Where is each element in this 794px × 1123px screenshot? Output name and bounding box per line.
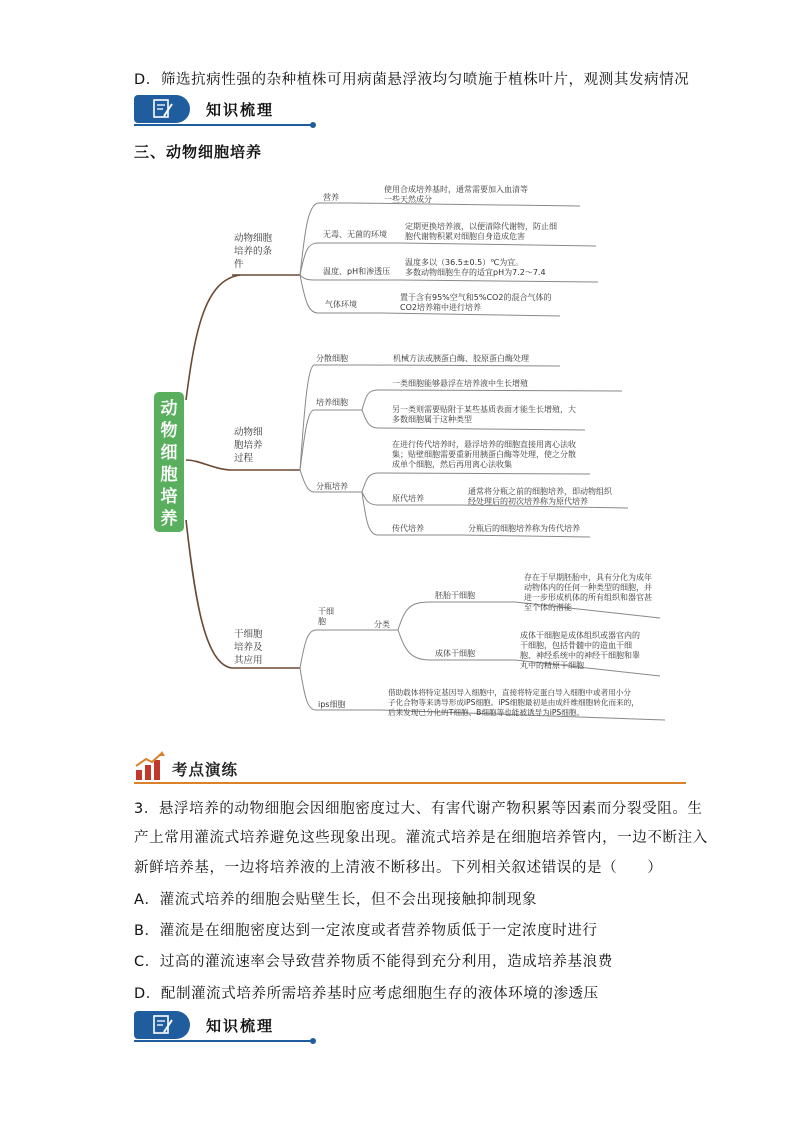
- node-gas-desc: 置于含有95%空气和5%CO2的混合气体的 CO2培养箱中进行培养: [400, 293, 552, 312]
- question-line1: 3．悬浮培养的动物细胞会因细胞密度过大、有害代谢产物积累等因素而分裂受阻。生: [134, 801, 703, 817]
- banner-label: 知识梳理: [206, 101, 275, 119]
- option-c: C．过高的灌流速率会导致营养物质不能得到充分利用，造成培养基浪费: [134, 954, 613, 970]
- node-sterile-desc: 定期更换培养液，以便清除代谢物，防止细 胞代谢物积累对细胞自身造成危害: [405, 222, 557, 241]
- node-stemcell: 干细 胞: [318, 607, 334, 626]
- branch-conditions: 动物细胞 培养的条 件: [234, 233, 273, 270]
- node-nutrition-desc: 使用合成培养基时，通常需要加入血清等 一些天然成分: [384, 185, 528, 204]
- option-d: D．配制灌流式培养所需培养基时应考虑细胞生存的液体环境的渗透压: [134, 986, 599, 1002]
- node-split: 分瓶培养: [316, 482, 348, 491]
- node-adult: 成体干细胞: [435, 649, 475, 658]
- edit-note-icon: [134, 1011, 190, 1039]
- node-passage-desc: 分瓶后的细胞培养称为传代培养: [468, 524, 580, 533]
- node-split-desc: 在进行传代培养时，悬浮培养的细胞直接用离心法收 集；贴壁细胞需要重新用胰蛋白酶等处理，使之分散 成单个细胞，然后再用离心法收集: [392, 440, 576, 469]
- node-temp: 温度、pH和渗透压: [323, 267, 391, 276]
- node-primary-desc: 通常将分瓶之前的细胞培养，即动物组织 经处理后的初次培养称为原代培养: [468, 487, 612, 506]
- branch-stemcell: 干细胞 培养及 其应用: [234, 629, 263, 666]
- question-line3: 新鲜培养基，一边将培养液的上清液不断移出。下列相关叙述错误的是（ ）: [134, 860, 663, 876]
- mind-map-root: 动物细胞培养: [154, 392, 184, 532]
- node-sterile: 无毒、无菌的环境: [323, 230, 387, 239]
- node-classify: 分类: [374, 620, 390, 629]
- node-disperse: 分散细胞: [316, 354, 348, 363]
- option-d-prev: D．筛选抗病性强的杂种植株可用病菌悬浮液均匀喷施于植株叶片，观测其发病情况: [134, 72, 690, 88]
- node-passage: 传代培养: [392, 524, 424, 533]
- banner-label: 知识梳理: [206, 1017, 275, 1035]
- node-ips-desc: 借助载体将特定基因导入细胞中，直接将特定蛋白导入细胞中或者用小分 子化合物等来诱导形成iPS细胞。iPS细胞最初是由成纤维细胞转化而来的， 后来发现已分化的T细胞、B细胞等也能被诱导为iPS细胞。: [388, 688, 639, 717]
- node-adult-desc: 成体干细胞是成体组织或器官内的 干细胞，包括骨髓中的造血干细 胞、神经系统中的神经干细胞和睾 丸中的精原干细胞: [520, 631, 640, 670]
- node-culture-desc1: 一类细胞能够悬浮在培养液中生长增殖: [392, 379, 528, 388]
- node-ips: ips细胞: [318, 700, 346, 709]
- node-embryo: 胚胎干细胞: [435, 591, 475, 600]
- section-title: 三、动物细胞培养: [134, 143, 263, 161]
- node-embryo-desc: 存在于早期胚胎中，具有分化为成年 动物体内的任何一种类型的细胞，并 进一步形成机体的所有组织和器官甚 至个体的潜能: [524, 573, 652, 612]
- node-culture-desc2: 另一类则需要贴附于某些基质表面才能生长增殖，大 多数细胞属于这种类型: [392, 405, 576, 424]
- banner-badge: [134, 1011, 190, 1039]
- node-disperse-desc: 机械方法或胰蛋白酶、胶原蛋白酶处理: [393, 354, 529, 363]
- node-culture: 培养细胞: [316, 398, 348, 407]
- option-b: B．灌流是在细胞密度达到一定浓度或者营养物质低于一定浓度时进行: [134, 923, 598, 939]
- node-primary: 原代培养: [392, 494, 424, 503]
- bar-chart-trend-icon: [134, 750, 174, 782]
- knowledge-banner-2: [134, 1011, 314, 1043]
- node-temp-desc: 温度多以（36.5±0.5）℃为宜。 多数动物细胞生存的适宜pH为7.2～7.4: [405, 258, 546, 277]
- node-gas: 气体环境: [325, 300, 357, 309]
- practice-title: 考点演练: [172, 761, 239, 779]
- node-nutrition: 营养: [323, 193, 339, 202]
- option-a: A．灌流式培养的细胞会贴壁生长，但不会出现接触抑制现象: [134, 892, 538, 908]
- question-line2: 产上常用灌流式培养避免这些现象出现。灌流式培养是在细胞培养管内，一边不断注入: [134, 830, 708, 846]
- branch-process: 动物细 胞培养 过程: [234, 427, 263, 464]
